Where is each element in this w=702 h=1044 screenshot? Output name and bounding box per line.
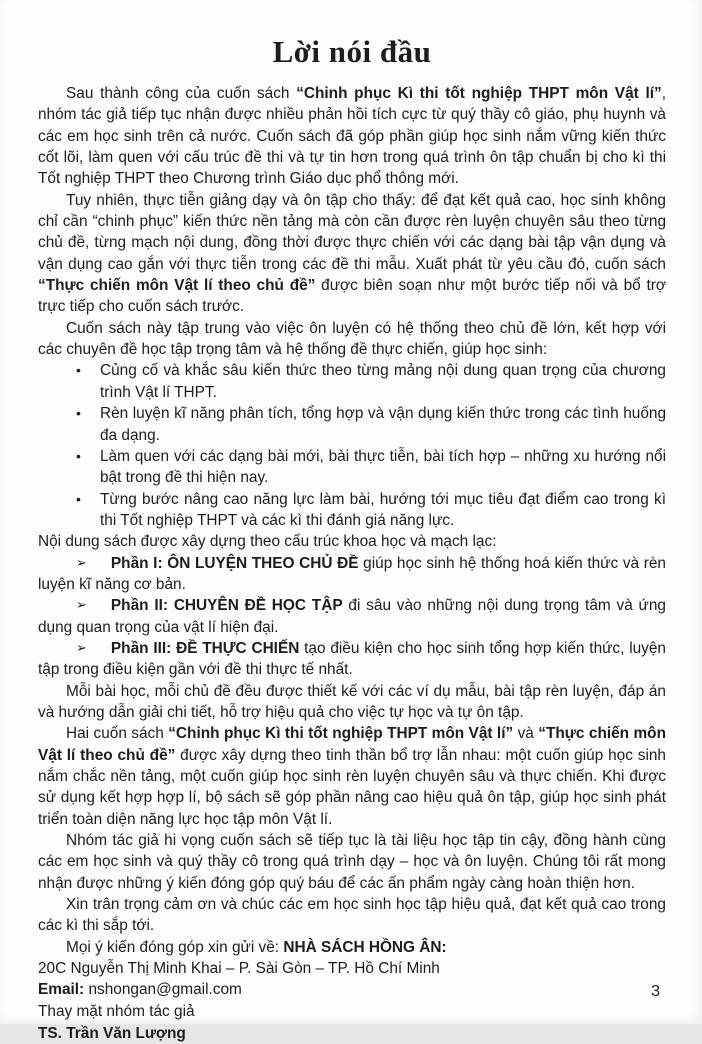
text-segment: được xây dựng theo tinh thần bổ trợ lẫn nhau: một cuốn giúp học sinh nắm chắc nền tảng, một cuốn giúp học sinh rèn luyện chuyên sâu và thực chiến. Khi được sử dụng kết hợp hợp lí, bộ sách sẽ góp phần nâng cao hiệu quả ôn tập, giúp học sinh phát triển toàn diện năng lực học tập môn Vật lí.: [38, 746, 666, 828]
context-paragraph: [38, 190, 666, 318]
address-line: [38, 958, 666, 979]
benefit-item-2: [38, 403, 666, 446]
focus-paragraph: [38, 318, 666, 361]
text-segment: Phần III: ĐỀ THỰC CHIẾN: [110, 639, 300, 657]
bullet-icon: •: [76, 490, 81, 507]
text-segment: “Chinh phục Kì thi tốt nghiệp THPT môn Vật lí”: [296, 85, 662, 102]
text-segment: Mọi ý kiến đóng góp xin gửi về:: [66, 938, 284, 956]
text-segment: tạo điều kiện cho học sinh tổng hợp kiến thức, luyện tập trong điều kiện gần với đề thi thực tế nhất.: [38, 639, 666, 679]
text-segment: Củng cố và khắc sâu kiến thức theo từng mảng nội dung quan trọng của chương trình Vật lí THPT.: [100, 362, 666, 401]
text-segment: Từng bước nâng cao năng lực làm bài, hướng tới mục tiêu đạt điểm cao trong kì thi Tốt nghiệp THPT và các kì thi đánh giá năng lực.: [100, 490, 666, 529]
text-segment: 20C Nguyễn Thị Minh Khai – P. Sài Gòn – TP. Hồ Chí Minh: [38, 960, 440, 978]
page-title: Lời nói đầu: [272, 34, 432, 69]
text-segment: và: [513, 725, 539, 743]
text-segment: “Thực chiến môn Vật lí theo chủ đề”: [38, 277, 316, 295]
signoff-role: [38, 1001, 666, 1022]
intro-paragraph: [38, 83, 666, 190]
text-segment: NHÀ SÁCH HỒNG ÂN:: [283, 938, 447, 956]
text-segment: Phần I: ÔN LUYỆN THEO CHỦ ĐỀ: [110, 554, 359, 572]
arrow-icon: ➢: [76, 597, 87, 613]
part-1-item: [38, 553, 666, 596]
text-segment: Làm quen với các dạng bài mới, bài thực tiễn, bài tích hợp – những xu hướng nổi bật trong đề thi hiện nay.: [100, 447, 666, 487]
text-segment: “Thực chiến môn Vật lí theo chủ đề”: [38, 725, 666, 764]
text-segment: Nhóm tác giả hi vọng cuốn sách sẽ tiếp tục là tài liệu học tập tin cậy, đồng hành cùng các em học sinh và quý thầy cô trong quá trình dạy – học và ôn luyện. Chúng tôi rất mong nhận được những ý kiến đóng góp quý báu để các ấn phẩm ngày càng hoàn thiện hơn.: [38, 832, 666, 892]
part-3-item: [38, 638, 666, 681]
page-number: 3: [651, 983, 660, 1000]
page-body: [38, 83, 666, 1044]
email-line: [38, 979, 666, 1000]
text-segment: “Chinh phục Kì thi tốt nghiệp THPT môn Vật lí”: [168, 725, 514, 743]
text-segment: Xin trân trọng cảm ơn và chúc các em học sinh học tập hiệu quả, đạt kết quả cao trong các kì thi sắp tới.: [38, 896, 666, 935]
hope-paragraph: [38, 830, 666, 894]
text-segment: Sau thành công của cuốn sách: [66, 85, 297, 102]
bullet-icon: •: [76, 362, 81, 379]
part-2-item: [38, 595, 666, 638]
text-segment: Rèn luyện kĩ năng phân tích, tổng hợp và vận dụng kiến thức trong các tình huống đa dạng.: [100, 405, 666, 444]
bullet-icon: •: [76, 447, 81, 464]
benefit-item-4: [38, 489, 666, 532]
structure-lead: [38, 531, 666, 552]
text-segment: Phần II: CHUYÊN ĐỀ HỌC TẬP: [110, 597, 343, 615]
benefit-item-1: [38, 360, 666, 403]
text-segment: nshongan@gmail.com: [88, 981, 242, 999]
text-segment: đi sâu vào những nội dung trọng tâm và ứng dụng quan trọng của vật lí hiện đại.: [38, 597, 666, 636]
two-books-paragraph: [38, 723, 666, 830]
text-segment: Tuy nhiên, thực tiễn giảng dạy và ôn tập cho thấy: để đạt kết quả cao, học sinh không chỉ cần “chinh phục” kiến thức nền tảng mà còn cần được rèn luyện chuyên sâu theo từng chủ đề, từng mạch nội dung, đồng thời được thực chiến với các dạng bài tập vận dụng và vận dụng cao gắn với thực tiễn trong các đề thi mẫu. Xuất phát từ yêu cầu đó, cuốn sách: [38, 191, 666, 273]
text-segment: Mỗi bài học, mỗi chủ đề đều được thiết kế với các ví dụ mẫu, bài tập rèn luyện, đáp án và hướng dẫn giải chi tiết, hỗ trợ hiệu quả cho việc tự học và tự ôn tập.: [38, 682, 666, 721]
feedback-line: [38, 937, 666, 958]
benefit-item-3: [38, 446, 666, 489]
signoff-author: [38, 1023, 666, 1044]
arrow-icon: ➢: [76, 554, 87, 570]
text-segment: Hai cuốn sách: [66, 725, 169, 743]
text-segment: Cuốn sách này tập trung vào việc ôn luyện có hệ thống theo chủ đề lớn, kết hợp với các chuyên đề học tập trọng tâm và hệ thống đề thực chiến, giúp học sinh:: [38, 319, 666, 359]
design-paragraph: [38, 681, 666, 724]
text-segment: được biên soạn như một bước tiếp nối và bổ trợ trực tiếp cho cuốn sách trước.: [38, 277, 667, 316]
text-segment: giúp học sinh hệ thống hoá kiến thức và rèn luyện kĩ năng cơ bản.: [38, 554, 666, 593]
arrow-icon: ➢: [76, 639, 87, 655]
bullet-icon: •: [76, 405, 81, 422]
thanks-paragraph: [38, 894, 666, 937]
text-segment: Nội dung sách được xây dựng theo cấu trúc khoa học và mạch lạc:: [38, 533, 497, 551]
text-segment: Thay mặt nhóm tác giả: [38, 1002, 195, 1020]
text-segment: TS. Trần Văn Lượng: [38, 1025, 186, 1043]
text-segment: , nhóm tác giả tiếp tục nhận được nhiều phản hồi tích cực từ quý thầy cô giáo, phụ huynh và các em học sinh trên cả nước. Cuốn sách đã góp phần giúp học sinh nắm vững kiến thức cốt lõi, làm quen với cấu trúc đề thi và tự tin hơn trong quá trình ôn tập chuẩn bị cho kì thi Tốt nghiệp THPT theo Chương trình Giáo dục phổ thông mới.: [38, 85, 666, 188]
text-segment: Email:: [38, 981, 89, 999]
